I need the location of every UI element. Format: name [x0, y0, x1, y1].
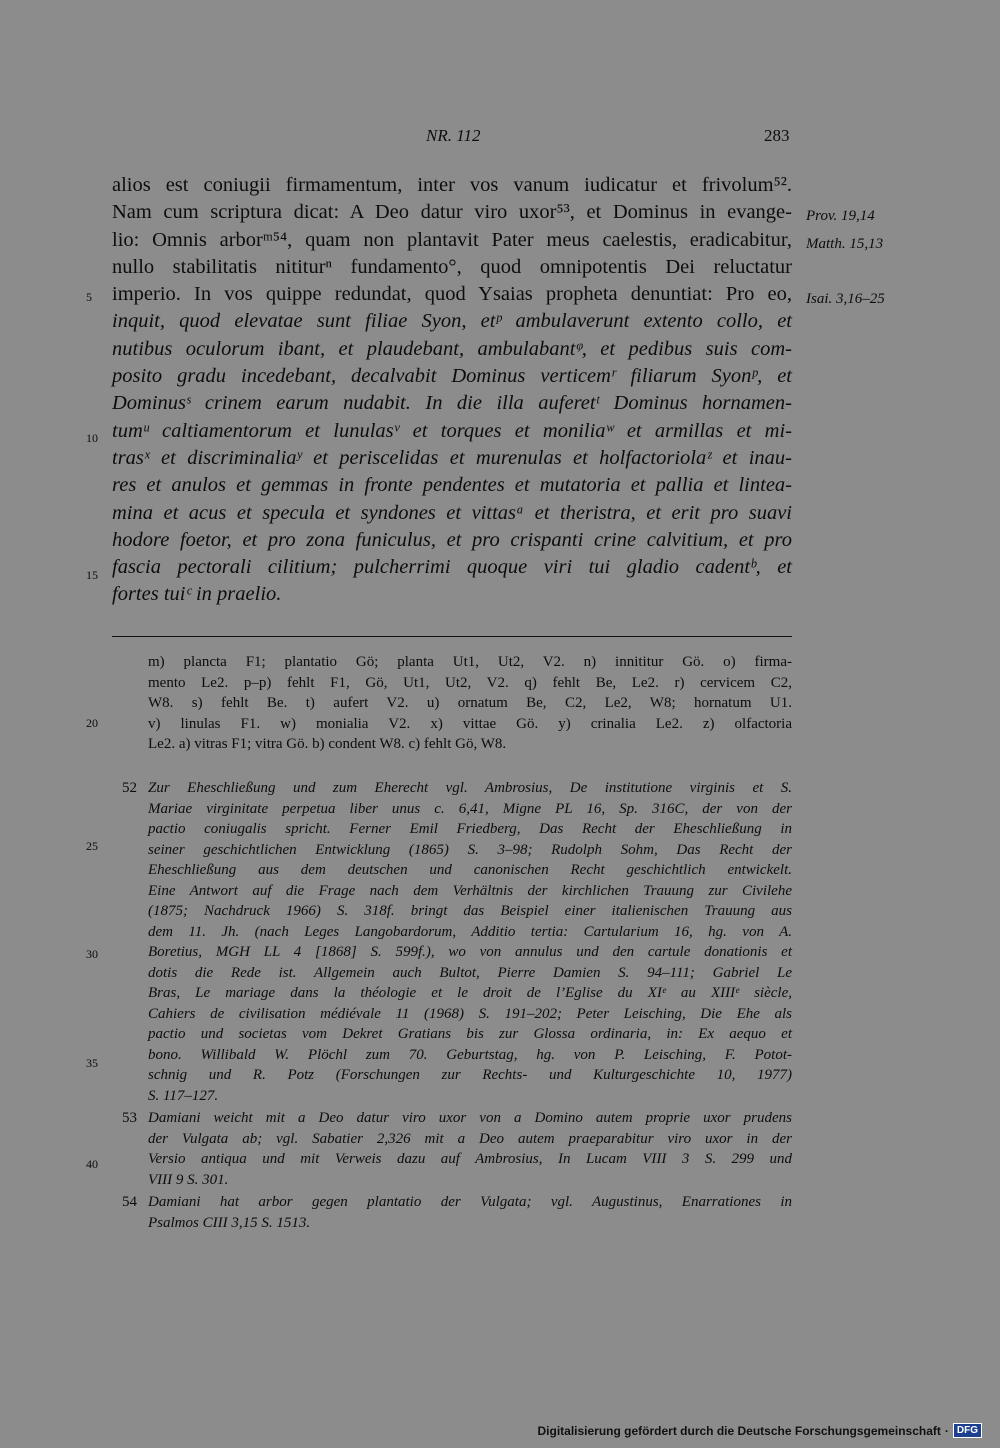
- dfg-logo-icon: DFG: [953, 1423, 982, 1438]
- note-line: Versio antiqua und mit Verweis dazu auf Ambrosius, In Lucam VIII 3 S. 299 und: [148, 1151, 792, 1167]
- note-line: Boretius, MGH LL 4 [1868] S. 599f.), wo von annulus und den cartule donationis et: [148, 944, 792, 960]
- critical-apparatus: [148, 652, 792, 755]
- digitization-credit: [537, 1423, 982, 1438]
- main-line: imperio. In vos quippe redundat, quod Ysaias propheta denuntiat: Pro eo,: [112, 283, 792, 306]
- note-line: bono. Willibald W. Plöchl zum 70. Geburtstag, hg. von P. Leisching, F. Potot-: [148, 1046, 792, 1063]
- note-line: Damiani weicht mit a Deo datur viro uxor von a Domino autem proprie uxor prudens: [148, 1110, 792, 1126]
- line-number: 35: [86, 1056, 98, 1070]
- main-line: nutibus oculorum ibant, et plaudebant, ambulabantᵠ, et pedibus suis com-: [112, 337, 792, 360]
- note-line: der Vulgata ab; vgl. Sabatier 2,326 mit a Deo autem praeparabitur viro uxor in der: [148, 1130, 792, 1147]
- running-header-title: NR. 112: [426, 126, 481, 145]
- main-line: fortes tuiᶜ in praelio.: [112, 583, 282, 606]
- apparatus-line: Le2. a) vitras F1; vitra Gö. b) condent W8. c) fehlt Gö, W8.: [148, 736, 507, 752]
- note-line: Cahiers de civilisation médiévale 11 (1968) S. 191–202; Peter Leisching, Die Ehe als: [148, 1005, 792, 1022]
- main-line: alios est coniugii firmamentum, inter vos vanum iudicatur et frivolum⁵².: [112, 174, 792, 196]
- note-line: Psalmos CIII 3,15 S. 1513.: [148, 1214, 311, 1231]
- note-line: Bras, Le mariage dans la théologie et le droit de l’Eglise du XIᵉ au XIIIᵉ siècle,: [148, 985, 792, 1001]
- main-line: lio: Omnis arborᵐ⁵⁴, quam non plantavit Pater meus caelestis, eradicabitur,: [112, 228, 792, 251]
- note-line: pactio coniugalis spricht. Ferner Emil Friedberg, Das Recht der Eheschließung in: [148, 821, 792, 837]
- note-line: pactio und societas vom Dekret Gratians bis zur Glossa ordinaria, in: Ex aequo et: [148, 1026, 792, 1042]
- main-line: fascia pectorali cilitium; pulcherrimi quoque viri tui gladio cadentᵇ, et: [112, 556, 792, 579]
- main-text-block: [112, 172, 792, 609]
- margin-reference: Isai. 3,16–25: [806, 291, 885, 307]
- commentary-notes: [122, 778, 792, 1235]
- margin-reference: Prov. 19,14: [806, 208, 875, 224]
- note-line: Eine Antwort auf die Frage nach dem Verhältnis der kirchlichen Trauung zur Civilehe: [148, 882, 792, 899]
- note-number: 54: [122, 1194, 137, 1210]
- line-number: 10: [86, 431, 98, 445]
- main-line: Dominusˢ crinem earum nudabit. In die illa auferetᵗ Dominus hornamen-: [112, 392, 792, 415]
- line-number: 25: [86, 839, 98, 853]
- note-line: dotis die Rede ist. Allgemein auch Bultot, Pierre Damien S. 94–111; Gabriel Le: [148, 964, 792, 981]
- note-line: schnig und R. Potz (Forschungen zur Rechts- und Kulturgeschichte 10, 1977): [148, 1067, 792, 1083]
- note-line: Zur Eheschließung und zum Eherecht vgl. Ambrosius, De institutione virginis et S.: [148, 780, 792, 796]
- note-line: VIII 9 S. 301.: [148, 1171, 229, 1188]
- apparatus-line: m) plancta F1; plantatio Gö; planta Ut1, Ut2, V2. n) innititur Gö. o) firma-: [148, 654, 792, 670]
- line-number: 20: [86, 716, 98, 730]
- note-54: [122, 1192, 792, 1233]
- margin-reference: Matth. 15,13: [806, 236, 884, 252]
- main-line: inquit, quod elevatae sunt filiae Syon, etᵖ ambulaverunt extento collo, et: [112, 310, 792, 333]
- main-line: trasˣ et discriminaliaʸ et periscelidas et murenulas et holfactoriolaᶻ et inau-: [112, 446, 792, 469]
- apparatus-line: v) linulas F1. w) monialia V2. x) vittae Gö. y) crinalia Le2. z) olfactoria: [148, 715, 792, 732]
- note-number: 52: [122, 780, 137, 796]
- note-53: [122, 1108, 792, 1190]
- line-number: 15: [86, 568, 98, 582]
- main-line: hodore foetor, et pro zona funiculus, et pro crispanti crine calvitium, et pro: [112, 528, 792, 551]
- note-line: S. 117–127.: [148, 1087, 219, 1104]
- note-line: Eheschließung aus dem deutschen und canonischen Recht geschichtlich entwickelt.: [148, 862, 792, 878]
- main-line: tumᵘ caltiamentorum et lunulasᵛ et torques et moniliaʷ et armillas et mi-: [112, 419, 792, 442]
- note-line: Damiani hat arbor gegen plantatio der Vulgata; vgl. Augustinus, Enarrationes in: [148, 1194, 792, 1210]
- line-number: 30: [86, 947, 98, 961]
- separator-dot: ·: [944, 1423, 949, 1438]
- line-number: 5: [86, 290, 92, 304]
- note-line: (1875; Nachdruck 1966) S. 318f. bringt das Beispiel einer italienischen Trauung aus: [148, 903, 792, 919]
- main-line: Nam cum scriptura dicat: A Deo datur viro uxor⁵³, et Dominus in evange-: [112, 201, 792, 224]
- main-line: posito gradu incedebant, decalvabit Dominus verticemʳ filiarum Syonᵖ, et: [112, 365, 792, 388]
- note-line: Mariae virginitate perpetua liber unus c. 6,41, Migne PL 16, Sp. 316C, der von der: [148, 800, 792, 817]
- apparatus-line: W8. s) fehlt Be. t) aufert V2. u) ornatum Be, C2, Le2, W8; hornatum U1.: [148, 695, 792, 711]
- note-52: [122, 778, 792, 1106]
- note-number: 53: [122, 1110, 137, 1126]
- note-line: seiner geschichtlichen Entwicklung (1865) S. 3–98; Rudolph Sohm, Das Recht der: [148, 841, 792, 858]
- apparatus-line: mento Le2. p–p) fehlt F1, Gö, Ut1, Ut2, V2. q) fehlt Be, Le2. r) cervicem C2,: [148, 674, 792, 691]
- main-line: res et anulos et gemmas in fronte pendentes et mutatoria et pallia et lintea-: [112, 474, 792, 497]
- credit-text: Digitalisierung gefördert durch die Deutsche Forschungsgemeinschaft: [537, 1423, 941, 1438]
- note-line: dem 11. Jh. (nach Leges Langobardorum, Additio tertia: Cartularium 16, hg. von A.: [148, 923, 792, 940]
- main-line: mina et acus et specula et syndones et vittasᵃ et theristra, et erit pro suavi: [112, 501, 792, 524]
- main-line: nullo stabilitatis nititurⁿ fundamento°, quod omnipotentis Dei reluctatur: [112, 255, 792, 278]
- line-number: 40: [86, 1157, 98, 1171]
- footnote-divider: [112, 636, 792, 637]
- page-number: 283: [764, 126, 790, 145]
